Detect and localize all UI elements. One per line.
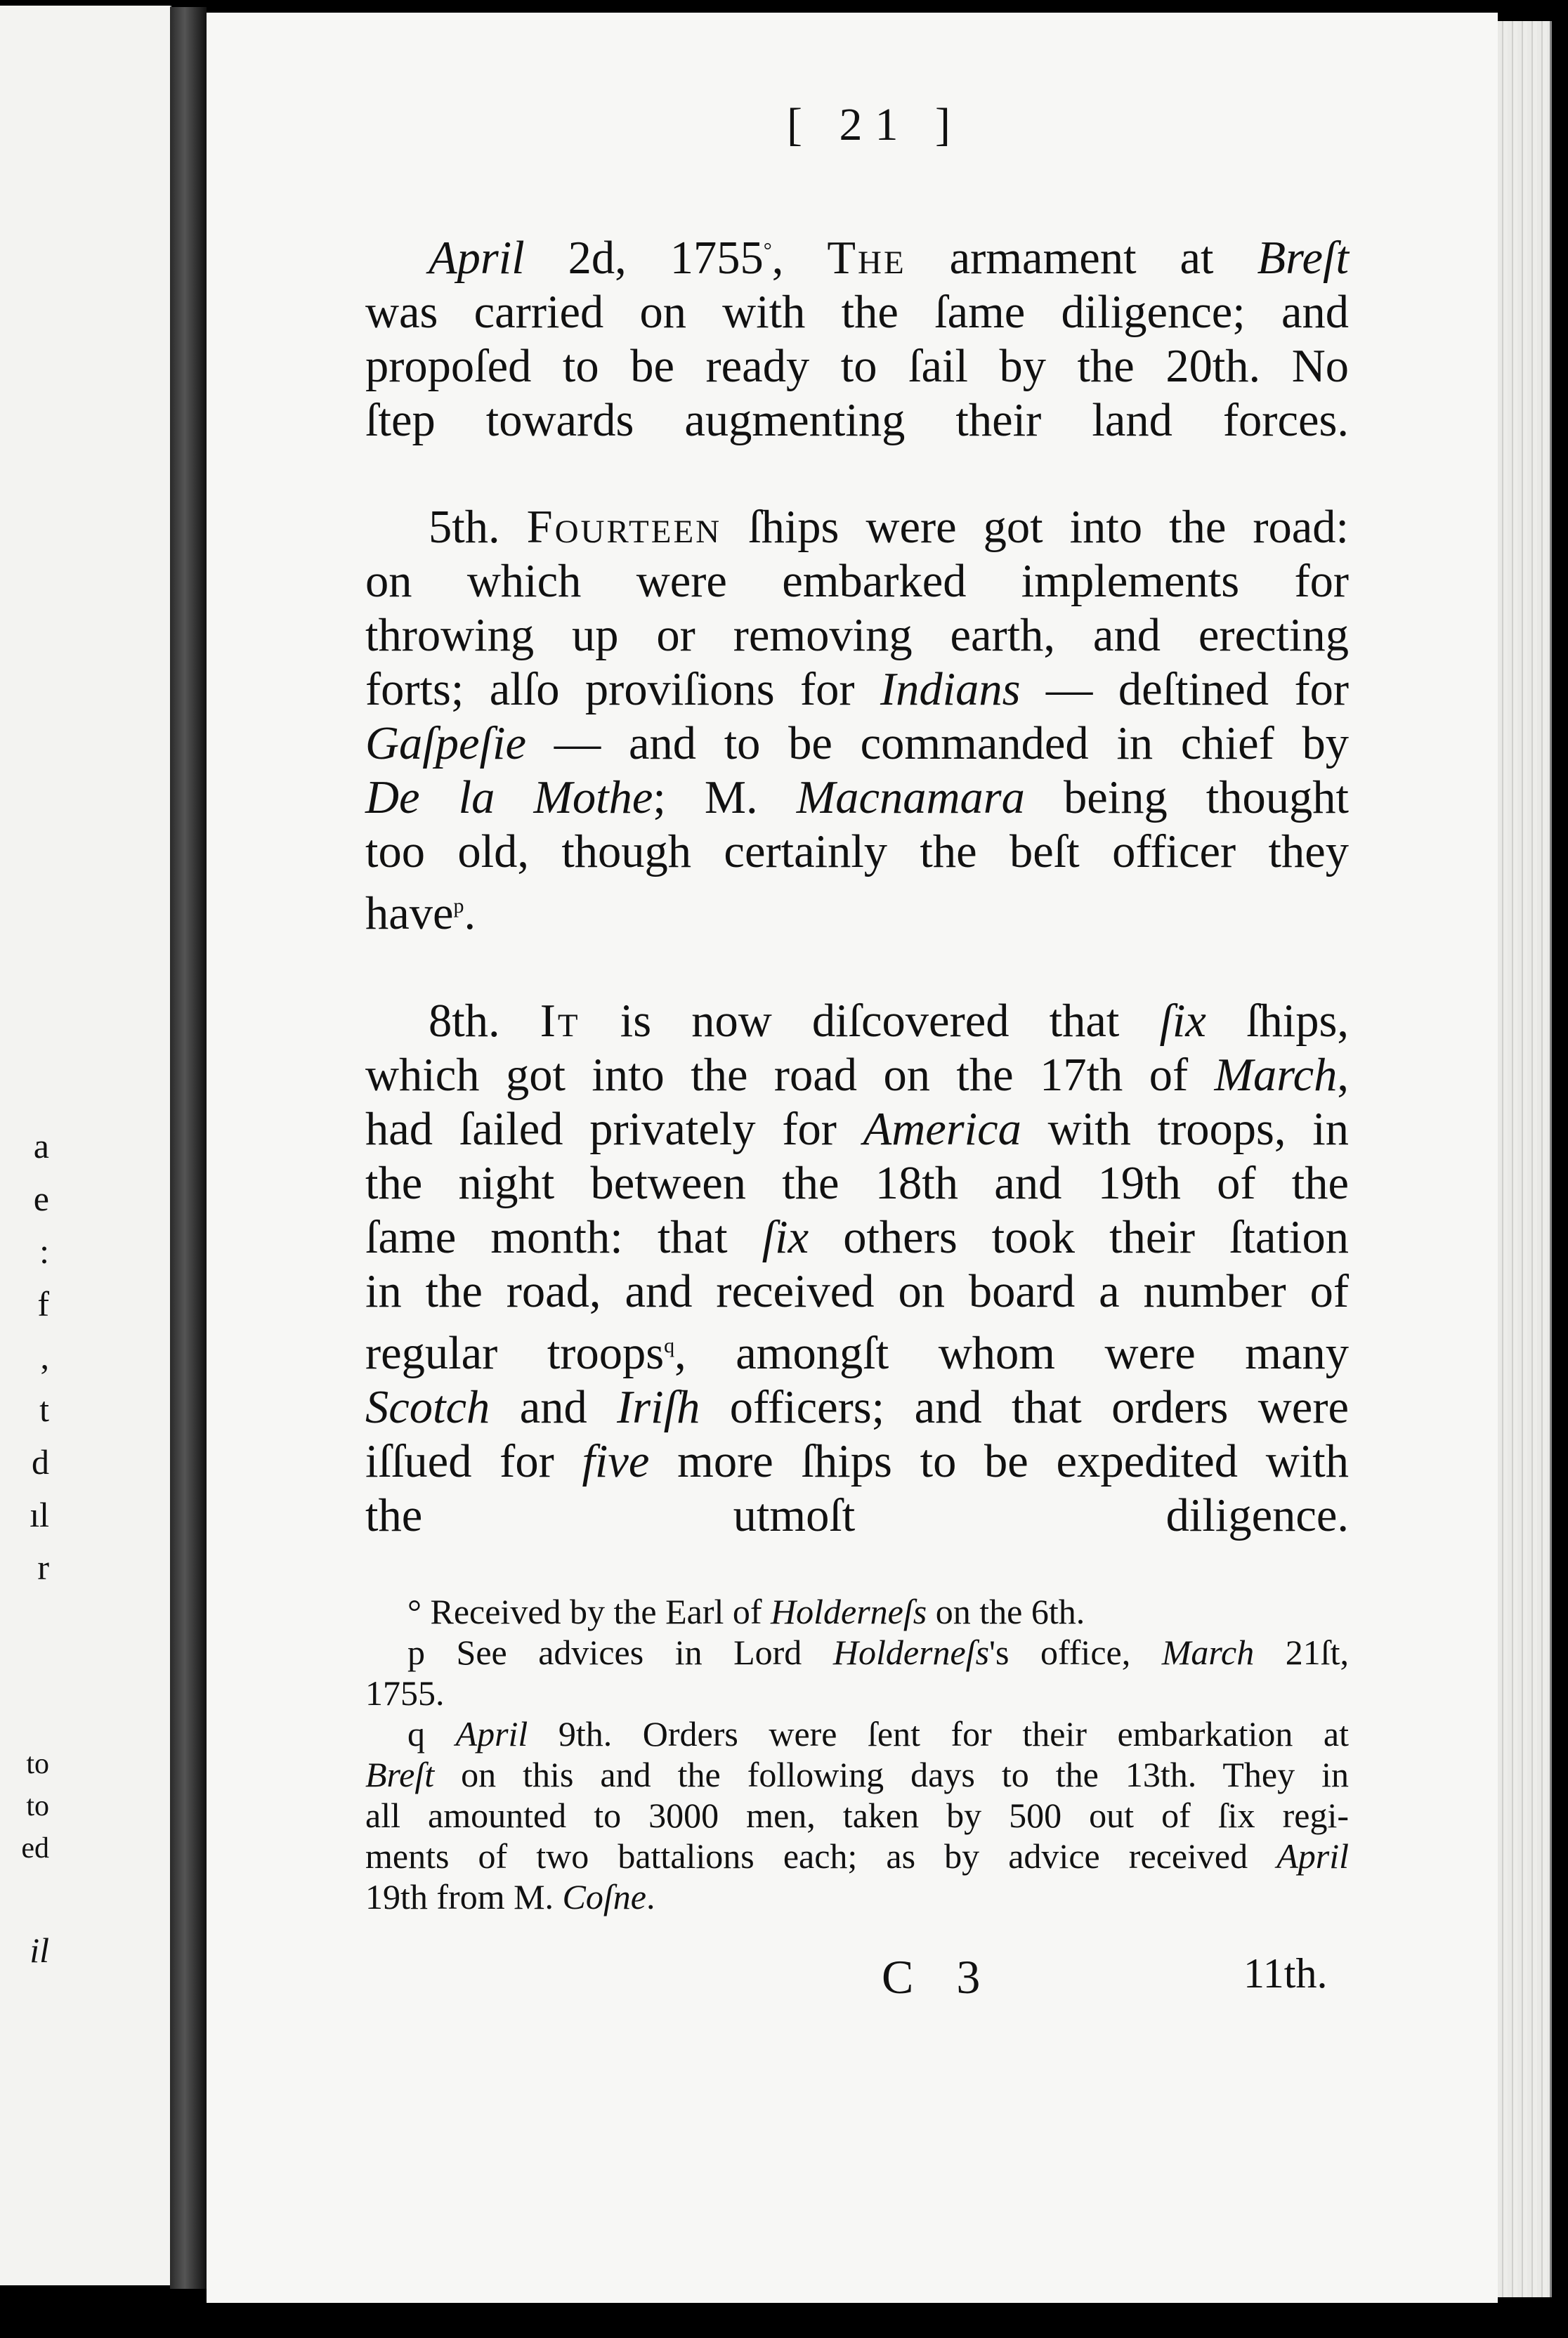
text-line: [365, 1435, 1349, 1489]
text: , amongſt whom were many: [674, 1328, 1349, 1380]
italic-place: Breſt: [1257, 233, 1349, 285]
text: is now diſcovered that: [580, 995, 1160, 1047]
italic: March: [1214, 1050, 1338, 1101]
footnote-q-line: [365, 1876, 1349, 1917]
text: ; M.: [653, 772, 797, 823]
text: ſame month: that: [365, 1212, 762, 1263]
text: officers; and that orders were: [700, 1382, 1349, 1434]
text-line: [365, 717, 1349, 771]
text: being thought: [1024, 772, 1350, 823]
text-line: was carried on with the ſame diligence; and: [365, 287, 1349, 339]
text: q: [407, 1714, 456, 1754]
page-edges: [1498, 21, 1552, 2297]
small-caps: The: [827, 233, 906, 285]
text: on the 6th.: [927, 1592, 1085, 1631]
text: with troops, in: [1021, 1104, 1349, 1155]
paragraph-april-2d: [365, 223, 1349, 448]
text-line: [365, 994, 1349, 1048]
italic: America: [863, 1104, 1021, 1155]
text: others took their ſtation: [809, 1212, 1349, 1263]
facing-page-fragment: ,: [40, 1337, 49, 1376]
text-line: [365, 1048, 1349, 1102]
text: — deſtined for: [1020, 664, 1349, 715]
italic: Coſne: [562, 1877, 646, 1916]
footnote-p: [365, 1632, 1349, 1673]
facing-page-fragment: to: [26, 1790, 49, 1822]
footnotes: [365, 1591, 1349, 1917]
text: .: [646, 1877, 655, 1916]
text-line: [365, 662, 1349, 717]
text: and: [490, 1382, 618, 1434]
page-number: [ 21 ]: [787, 99, 963, 150]
text: regular troops: [365, 1328, 665, 1380]
text-line: [365, 1210, 1349, 1265]
footnote-q-line: all amounted to 3000 men, taken by 500 out of ſix regi-: [365, 1796, 1349, 1835]
text: 19th from M.: [365, 1877, 563, 1916]
text: more ſhips to be expedited with: [649, 1436, 1350, 1488]
text: ° Received by the Earl of: [407, 1592, 771, 1631]
footnote-q-line: [365, 1754, 1349, 1795]
text: ,: [1337, 1050, 1349, 1101]
text-line: the night between the 18th and 19th of the: [365, 1158, 1349, 1209]
facing-page-fragment: a: [33, 1126, 49, 1165]
italic: Holderneſs: [832, 1633, 990, 1672]
italic: Scotch: [365, 1382, 490, 1434]
footnote-p-cont: 1755.: [365, 1673, 445, 1713]
text: on this and the following days to the 13th. They in: [434, 1755, 1349, 1794]
footnote-ref: q: [664, 1334, 675, 1357]
italic: March: [1161, 1633, 1255, 1672]
italic: De la Mothe: [365, 772, 653, 823]
footnote-q: [365, 1713, 1349, 1754]
text: 2d, 1755: [524, 233, 764, 285]
text: ments of two battalions each; as by advice received: [365, 1836, 1277, 1876]
text-line: throwing up or removing earth, and erecting: [365, 610, 1349, 661]
text: 21ſt,: [1254, 1633, 1350, 1672]
footnote-q-line: [365, 1836, 1349, 1876]
text-line: on which were embarked implements for: [365, 556, 1349, 607]
text: iſſued for: [365, 1436, 582, 1488]
text: ſhips were got into the road:: [721, 502, 1349, 553]
footnote-ref: p: [453, 894, 464, 917]
text-line: [365, 771, 1349, 825]
italic: ſix: [762, 1212, 809, 1263]
italic: Holderneſs: [771, 1592, 927, 1631]
facing-page-fragment: il: [30, 1931, 49, 1970]
catchword: 11th.: [1243, 1950, 1328, 1997]
text: 8th.: [429, 995, 540, 1047]
text: 's office,: [989, 1633, 1162, 1672]
text-line: the utmoſt diligence.: [365, 1490, 1349, 1542]
text: 5th.: [429, 502, 527, 553]
text-line: [365, 1319, 1349, 1380]
facing-page-fragment: to: [26, 1748, 49, 1780]
text: which got into the road on the 17th of: [365, 1050, 1215, 1101]
small-caps: It: [540, 995, 580, 1047]
text: p See advices in Lord: [407, 1633, 833, 1672]
italic-date: April: [429, 233, 525, 285]
text-line: too old, though certainly the beſt officer they: [365, 826, 1349, 877]
text-line: ſtep towards augmenting their land forces.: [365, 395, 1349, 447]
italic: Gaſpeſie: [365, 718, 526, 769]
text-line: [365, 223, 1349, 285]
paragraph-8th: [365, 994, 1349, 1543]
italic: five: [582, 1436, 650, 1488]
paragraph-5th: [365, 500, 1349, 941]
text-line: propoſed to be ready to ſail by the 20th. No: [365, 341, 1349, 393]
text: .: [464, 888, 476, 940]
italic: Breſt: [365, 1755, 435, 1794]
footnote-o: [365, 1591, 1349, 1632]
book-gutter: [170, 7, 207, 2289]
text: armament at: [906, 233, 1257, 285]
italic: Indians: [880, 664, 1021, 715]
text-line: [365, 1102, 1349, 1156]
text-line: [365, 1380, 1349, 1435]
text: 9th. Orders were ſent for their embarkation at: [528, 1714, 1350, 1754]
facing-page-fragment: ıl: [30, 1495, 49, 1534]
text: ,: [771, 233, 828, 285]
text-line: [365, 879, 1349, 941]
footnote-ref: °: [763, 239, 772, 262]
facing-page-fragment: ed: [21, 1832, 49, 1864]
italic: April: [455, 1714, 528, 1754]
text: had ſailed privately for: [365, 1104, 863, 1155]
italic: ſix: [1159, 995, 1206, 1047]
facing-page: [0, 6, 171, 2285]
facing-page-fragment: e: [33, 1179, 49, 1218]
text: ſhips,: [1206, 995, 1349, 1047]
text: have: [365, 888, 454, 940]
signature-mark: C 3: [882, 1950, 996, 2004]
text-line: in the road, and received on board a number of: [365, 1266, 1349, 1317]
text-line: [365, 500, 1349, 554]
text: — and to be commanded in chief by: [525, 718, 1349, 769]
italic: Macnamara: [796, 772, 1025, 823]
facing-page-fragment: t: [39, 1390, 49, 1429]
facing-page-fragment: f: [37, 1284, 49, 1324]
facing-page-fragment: r: [37, 1548, 49, 1587]
facing-page-fragment: d: [32, 1442, 49, 1482]
text: forts; alſo proviſions for: [365, 664, 880, 715]
small-caps: Fourteen: [526, 502, 722, 553]
facing-page-fragment: :: [39, 1232, 49, 1271]
italic: April: [1276, 1836, 1349, 1876]
italic: Iriſh: [617, 1382, 700, 1434]
